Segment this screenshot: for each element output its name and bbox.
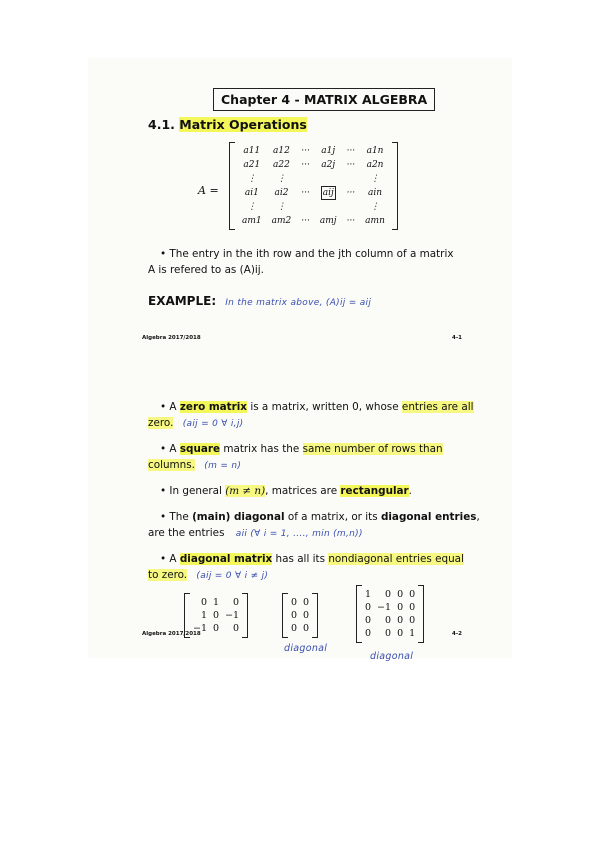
dm-text-4: to zero. [148,569,188,581]
rectangular-bullet [160,483,412,499]
diagonal-entries-term: diagonal entries [380,511,477,523]
matrix-row [288,622,312,635]
square-text-4: columns. [148,459,195,471]
zero-matrix-term: zero matrix [179,401,248,413]
matrix-cell: 0 [233,597,240,608]
diag-text-3: , [476,511,480,523]
matrix-cell: 1 [365,589,372,600]
entry-bullet-line2: A is refered to as (A)ij. [148,264,264,276]
matrix-row [288,596,312,609]
example-matrix-2 [282,593,318,638]
left-bracket [282,593,288,638]
zero-text-1: • A [160,401,180,413]
matrix-cell: 0 [365,615,372,626]
matrix-cell: a1j [321,146,336,156]
matrix-cell: 0 [385,628,392,639]
matrix-cell: 0 [291,623,298,634]
matrix-cell: a22 [273,160,290,170]
right-bracket [392,142,398,230]
matrix-cell: am1 [242,216,262,226]
diag-text-4: are the entries [148,527,225,539]
matrix-cell: amn [365,216,385,226]
matrix-cell: a11 [243,146,261,156]
matrix-cell: 0 [303,597,310,608]
right-bracket [242,593,248,638]
scanned-page [88,58,512,662]
square-text-3: same number of rows than [302,443,443,455]
matrix-2-handwritten-label: diagonal [284,643,328,654]
zero-text-3: entries are all [401,401,474,413]
matrix-cell: 0 [409,602,416,613]
matrix-cell: 1 [200,610,208,621]
matrix-cell: 0 [233,623,240,634]
matrix-cell: a2j [321,160,336,170]
matrix-cell: 0 [365,628,372,639]
dm-text-1: • A [160,553,180,565]
diagonal-matrix-bullet [160,551,464,567]
matrix-3-handwritten-label: diagonal [370,651,414,662]
matrix-cell: a12 [273,146,290,156]
matrix-row [237,144,390,158]
rectangular-term: rectangular [340,485,409,497]
dm-text-3: nondiagonal entries equal [328,553,464,565]
section-title: Matrix Operations [179,117,307,132]
section-heading [148,117,307,132]
matrix-cell: 0 [397,615,404,626]
matrix-cell [296,172,315,186]
square-term: square [179,443,221,455]
matrix-cell: ⋮ [276,202,286,212]
matrix-cell: amj [319,216,337,226]
footer-right-2: 4-2 [452,631,462,637]
square-text-2: matrix has the [220,443,303,455]
matrix-row [190,609,242,622]
main-diagonal-term: (main) diagonal [192,511,285,523]
matrix-cell: 0 [397,628,404,639]
highlighted-entry: aij [322,188,334,198]
matrix-cell: ai2 [274,188,289,198]
matrix-row [237,186,390,200]
rect-text-2: , matrices are [265,485,341,497]
matrix-cell: ⋮ [370,174,380,184]
zero-handwritten-note: (aij = 0 ∀ i,j) [182,419,244,429]
matrix-cell: 1 [213,597,220,608]
matrix-cell: ··· [346,188,356,198]
matrix-cell [315,186,342,200]
matrix-cell: ··· [346,146,356,156]
matrix-cell: 0 [397,589,404,600]
zero-text-2: is a matrix, written 0, whose [247,401,402,413]
matrix-row [288,609,312,622]
example-label: EXAMPLE: [148,294,217,308]
matrix-row [237,214,390,228]
matrix-cell [315,172,342,186]
matrix-cell: 0 [303,610,310,621]
matrix-cell: 0 [385,615,392,626]
matrix-cell: 0 [409,589,416,600]
diag-text-1: • The [160,511,193,523]
general-matrix [229,142,398,230]
example-line [148,290,371,309]
zero-matrix-bullet [160,399,474,415]
rect-text-1: • In general [160,485,226,497]
matrix-row [362,588,418,601]
diagonal-matrix-handwritten-note: (aij = 0 ∀ i ≠ j) [196,571,269,581]
dm-text-2: has all its [272,553,329,565]
chapter-title: Chapter 4 - MATRIX ALGEBRA [213,88,435,111]
matrix-row [362,614,418,627]
example-matrix-3 [356,585,424,643]
matrix-cell: 0 [291,597,298,608]
matrix-cell [296,200,315,214]
zero-text-4: zero. [148,417,174,429]
entry-bullet: • The entry in the ith row and the jth column of a matrix [160,248,454,260]
matrix-cell: ··· [301,216,310,226]
example-matrix-3-table [362,588,418,640]
matrix-cell: 0 [291,610,298,621]
diagonal-bullet [160,509,480,525]
diagonal-matrix-term: diagonal matrix [179,553,273,565]
matrix-row [237,172,390,186]
right-bracket [312,593,318,638]
left-bracket [356,585,362,643]
example-matrix-2-table [288,596,312,635]
matrix-row [237,158,390,172]
matrix-cell: 0 [385,589,392,600]
matrix-cell: ⋮ [247,202,257,212]
square-text-1: • A [160,443,180,455]
matrix-cell: 0 [213,610,220,621]
matrix-cell: −1 [225,610,240,621]
diagonal-line2 [148,525,363,542]
matrix-cell: ··· [301,160,310,170]
matrix-cell: 0 [397,602,404,613]
matrix-cell: 0 [303,623,310,634]
matrix-cell [342,172,361,186]
matrix-cell: ··· [301,146,310,156]
matrix-row [362,627,418,640]
matrix-label: A = [198,184,219,197]
matrix-cell: ··· [346,216,356,226]
footer-left-1: Algebra 2017/2018 [142,335,201,341]
matrix-cell: 0 [200,597,208,608]
matrix-cell: −1 [377,602,392,613]
square-matrix-bullet [160,441,443,457]
footer-right-1: 4-1 [452,335,462,341]
matrix-cell: ⋮ [370,202,380,212]
matrix-cell: 0 [365,602,372,613]
square-matrix-line2 [148,457,241,474]
diagonal-matrix-line2 [148,567,268,584]
section-number: 4.1. [148,117,175,132]
left-bracket [229,142,235,230]
example-matrix-1-table [190,596,242,635]
matrix-row [362,601,418,614]
matrix-cell: −1 [193,623,208,634]
matrix-cell: ⋮ [276,174,286,184]
matrix-cell: a2n [366,160,384,170]
matrix-cell: ain [368,188,383,198]
diag-text-2: of a matrix, or its [284,511,381,523]
matrix-cell [315,200,342,214]
matrix-cell [342,200,361,214]
matrix-cell: ai1 [244,188,259,198]
rect-text-3: . [408,485,412,497]
diagonal-handwritten-note: aii (∀ i = 1, ...., min (m,n)) [235,529,363,539]
right-bracket [418,585,424,643]
square-handwritten-note: (m = n) [204,461,242,471]
matrix-cell: 1 [409,628,416,639]
example-handwritten-note: In the matrix above, (A)ij = aij [225,298,372,308]
matrix-cell: ··· [301,188,310,198]
matrix-cell: am2 [271,216,292,226]
matrix-cell: 0 [213,623,220,634]
zero-matrix-line2 [148,415,243,432]
matrix-cell: ··· [346,160,356,170]
matrix-cell: 0 [409,615,416,626]
matrix-cell: a21 [243,160,261,170]
matrix-row [190,596,242,609]
rect-math: (m ≠ n) [225,485,266,497]
footer-left-2: Algebra 2017/2018 [142,631,201,637]
matrix-cell: a1n [366,146,384,156]
general-matrix-table [237,144,390,228]
matrix-row [237,200,390,214]
matrix-cell: ⋮ [247,174,257,184]
